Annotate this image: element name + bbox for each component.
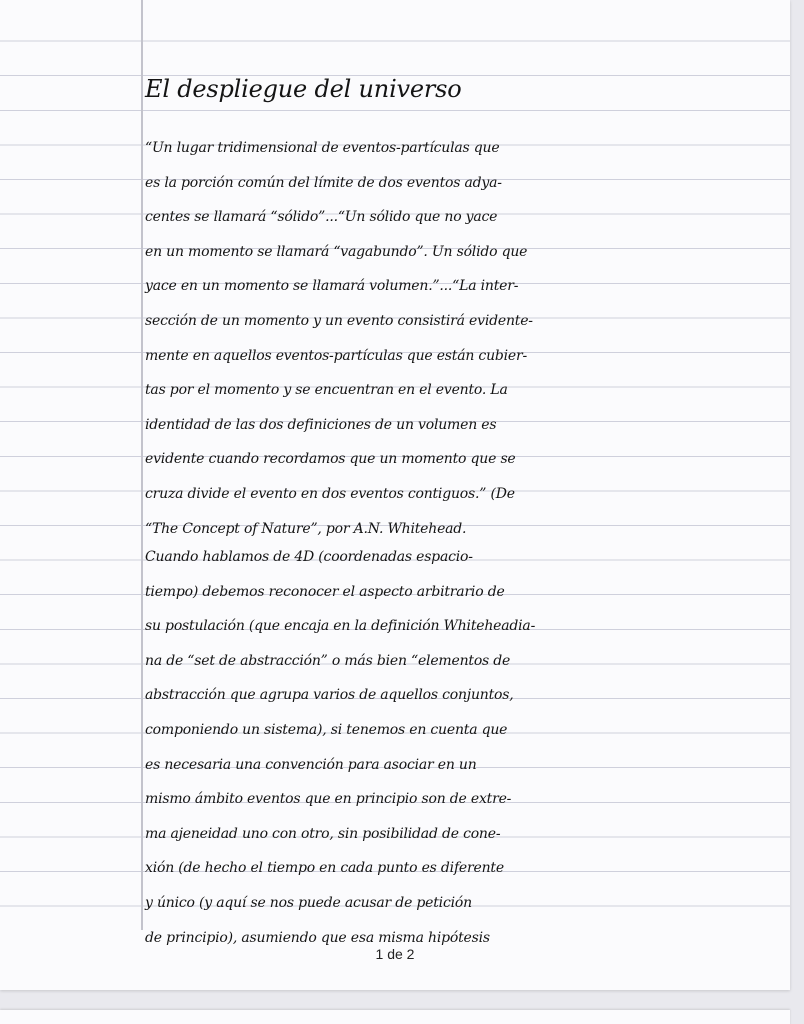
text-line: tas por el momento y se encuentran en el evento. La <box>145 382 508 399</box>
text-line: componiendo un sistema), si tenemos en cuenta que <box>145 721 508 738</box>
text-line: abstracción que agrupa varios de aquellos conjuntos, <box>145 687 514 704</box>
margin-line <box>141 0 143 930</box>
text-line: de principio), asumiendo que esa misma hipótesis <box>145 929 490 946</box>
next-page-edge[interactable] <box>0 1010 790 1024</box>
text-line: evidente cuando recordamos que un momento que se <box>145 451 516 468</box>
page-title: El despliegue del universo <box>145 75 462 103</box>
text-line: identidad de las dos definiciones de un volumen es <box>145 416 497 433</box>
text-line: na de “set de abstracción” o más bien “elementos de <box>145 652 511 669</box>
text-line: ma ajeneidad uno con otro, sin posibilidad de cone- <box>145 825 501 842</box>
text-line: mente en aquellos eventos-partículas que están cubier- <box>145 347 528 364</box>
text-line: su postulación (que encaja en la definición Whiteheadia- <box>145 618 536 635</box>
text-line: xión (de hecho el tiempo en cada punto es diferente <box>145 860 504 877</box>
paragraph-commentary <box>145 540 775 955</box>
text-line: cruza divide el evento en dos eventos contiguos.” (De <box>145 485 515 502</box>
text-line: tiempo) debemos reconocer el aspecto arbitrario de <box>145 583 505 600</box>
text-line: en un momento se llamará “vagabundo”. Un sólido que <box>145 243 528 260</box>
text-line: Cuando hablamos de 4D (coordenadas espacio- <box>145 549 473 565</box>
page-indicator: 1 de 2 <box>375 946 415 962</box>
text-line: mismo ámbito eventos que en principio son de extre- <box>145 791 512 808</box>
text-line: es necesaria una convención para asociar en un <box>145 756 477 773</box>
text-line: y único (y aquí se nos puede acusar de petición <box>145 894 472 911</box>
text-line: “Un lugar tridimensional de eventos-partículas que <box>145 140 500 156</box>
text-line: “The Concept of Nature”, por A.N. Whitehead. <box>145 520 467 537</box>
text-line: sección de un momento y un evento consistirá evidente- <box>145 312 533 329</box>
paragraph-quote <box>145 131 775 546</box>
text-line: es la porción común del límite de dos eventos adya- <box>145 174 502 191</box>
text-line: yace en un momento se llamará volumen.”...“La inter- <box>145 278 519 295</box>
text-line: centes se llamará “sólido”...“Un sólido que no yace <box>145 209 498 226</box>
